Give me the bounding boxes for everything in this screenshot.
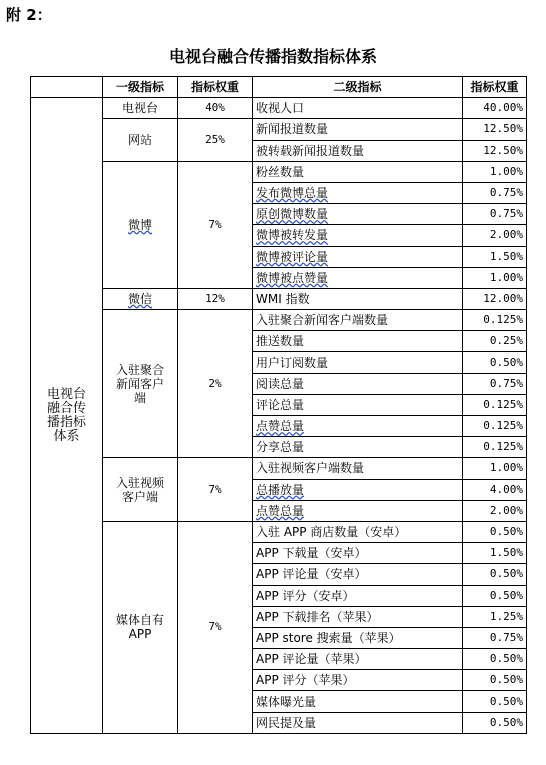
appendix-label: 附 2：	[6, 6, 52, 24]
level1-weight-cell: 2%	[178, 310, 253, 458]
level2-indicator-name: APP 评分（安卓）	[256, 588, 355, 603]
level2-indicator-name: 点赞总量	[256, 503, 305, 518]
system-name-cell: 电视台融合传播指标体系	[31, 98, 103, 734]
level2-indicator-name: 评论总量	[256, 397, 305, 412]
level2-weight-cell: 0.125%	[463, 416, 527, 437]
level2-indicator-cell	[253, 246, 463, 267]
level2-indicator-name: 入驻 APP 商店数量（安卓）	[256, 525, 407, 540]
level2-indicator-name: 推送数量	[256, 334, 305, 349]
level1-indicator-name: 微博	[127, 217, 152, 232]
level2-indicator-name: 分享总量	[256, 440, 305, 455]
document-title: 电视台融合传播指数指标体系	[168, 47, 377, 66]
level2-weight-cell: 0.125%	[463, 310, 527, 331]
table-row	[31, 288, 527, 309]
level2-indicator-cell	[253, 310, 463, 331]
level1-indicator-name: 入驻视频客户端	[115, 475, 164, 504]
level2-weight-cell: 2.00%	[463, 225, 527, 246]
level2-indicator-cell	[253, 458, 463, 479]
level2-indicator-name: 阅读总量	[256, 376, 305, 391]
level2-indicator-name: 新闻报道数量	[256, 122, 329, 137]
level2-indicator-name: APP 评论量（苹果）	[256, 652, 367, 667]
level2-indicator-cell	[253, 606, 463, 627]
level2-weight-cell: 0.50%	[463, 670, 527, 691]
level2-indicator-cell	[253, 267, 463, 288]
level2-indicator-cell	[253, 585, 463, 606]
level2-weight-cell: 12.50%	[463, 119, 527, 140]
level2-indicator-name: APP 下载量（安卓）	[256, 546, 367, 561]
level1-indicator-name: 网站	[127, 133, 152, 148]
header-system-cell	[31, 77, 103, 98]
level2-indicator-cell	[253, 479, 463, 500]
level2-indicator-name: 网民提及量	[256, 715, 317, 730]
level2-indicator-cell	[253, 564, 463, 585]
level2-weight-cell: 1.25%	[463, 606, 527, 627]
level2-indicator-name: APP 评论量（安卓）	[256, 567, 367, 582]
level1-weight-cell: 7%	[178, 458, 253, 522]
header-weight2: 指标权重	[463, 77, 527, 98]
level2-indicator-name: 被转载新闻报道数量	[256, 143, 365, 158]
level2-indicator-name: 粉丝数量	[256, 164, 305, 179]
level2-indicator-name: 总播放量	[256, 482, 305, 497]
level2-indicator-cell	[253, 288, 463, 309]
level2-weight-cell: 0.25%	[463, 331, 527, 352]
level2-weight-cell: 0.50%	[463, 585, 527, 606]
level2-indicator-cell	[253, 691, 463, 712]
level2-weight-cell: 0.50%	[463, 521, 527, 542]
table-row	[31, 98, 527, 119]
level2-indicator-name: APP 评分（苹果）	[256, 673, 355, 688]
level1-indicator-cell	[103, 458, 178, 522]
level2-indicator-name: 入驻聚合新闻客户端数量	[256, 313, 389, 328]
level2-indicator-cell	[253, 161, 463, 182]
level2-weight-cell: 0.75%	[463, 373, 527, 394]
table-row	[31, 161, 527, 182]
level2-indicator-cell	[253, 521, 463, 542]
level2-weight-cell: 0.125%	[463, 437, 527, 458]
table-row	[31, 310, 527, 331]
level2-weight-cell: 4.00%	[463, 479, 527, 500]
level1-indicator-cell	[103, 161, 178, 288]
level2-weight-cell: 1.50%	[463, 543, 527, 564]
level2-indicator-name: 微博被点赞量	[256, 270, 329, 285]
level2-indicator-cell	[253, 352, 463, 373]
level2-weight-cell: 0.50%	[463, 352, 527, 373]
level1-indicator-name: 微信	[127, 291, 152, 306]
level2-indicator-name: 用户订阅数量	[256, 355, 329, 370]
level2-indicator-name: 发布微博总量	[256, 186, 329, 201]
level2-indicator-cell	[253, 182, 463, 203]
level2-indicator-cell	[253, 416, 463, 437]
level1-indicator-cell	[103, 98, 178, 119]
level1-indicator-cell	[103, 310, 178, 458]
level2-indicator-cell	[253, 649, 463, 670]
table-row	[31, 458, 527, 479]
level2-indicator-name: 点赞总量	[256, 419, 305, 434]
level2-weight-cell: 0.125%	[463, 394, 527, 415]
header-level1: 一级指标	[103, 77, 178, 98]
header-level2: 二级指标	[253, 77, 463, 98]
level1-indicator-cell	[103, 521, 178, 733]
level2-indicator-name: 微博被评论量	[256, 249, 329, 264]
level1-indicator-name: 媒体自有APP	[115, 613, 164, 642]
table-row	[31, 119, 527, 140]
level1-weight-cell: 7%	[178, 161, 253, 288]
level2-weight-cell: 2.00%	[463, 500, 527, 521]
level2-indicator-name: 原创微博数量	[256, 207, 329, 222]
level2-indicator-cell	[253, 543, 463, 564]
level1-indicator-cell	[103, 119, 178, 161]
level2-indicator-cell	[253, 394, 463, 415]
level1-weight-cell: 7%	[178, 521, 253, 733]
indicator-table	[30, 76, 527, 734]
header-row	[31, 77, 527, 98]
table-row	[31, 521, 527, 542]
level2-indicator-cell	[253, 437, 463, 458]
level2-weight-cell: 40.00%	[463, 98, 527, 119]
level2-indicator-cell	[253, 119, 463, 140]
level1-indicator-name: 电视台	[121, 101, 158, 116]
level2-indicator-cell	[253, 98, 463, 119]
level2-indicator-cell	[253, 373, 463, 394]
level2-weight-cell: 0.50%	[463, 712, 527, 733]
level1-indicator-name: 入驻聚合新闻客户端	[115, 362, 164, 405]
level1-weight-cell: 25%	[178, 119, 253, 161]
level2-weight-cell: 0.50%	[463, 691, 527, 712]
level2-weight-cell: 1.50%	[463, 246, 527, 267]
level2-weight-cell: 0.75%	[463, 627, 527, 648]
level2-weight-cell: 0.75%	[463, 182, 527, 203]
level2-indicator-cell	[253, 204, 463, 225]
level1-weight-cell: 12%	[178, 288, 253, 309]
level2-indicator-name: APP store 搜索量（苹果）	[256, 630, 401, 645]
level2-weight-cell: 0.50%	[463, 564, 527, 585]
level2-weight-cell: 1.00%	[463, 161, 527, 182]
level2-weight-cell: 1.00%	[463, 267, 527, 288]
level2-indicator-name: 收视人口	[256, 101, 305, 116]
level2-indicator-name: 微博被转发量	[256, 228, 329, 243]
level2-indicator-cell	[253, 225, 463, 246]
level2-weight-cell: 12.50%	[463, 140, 527, 161]
level2-indicator-cell	[253, 627, 463, 648]
level2-indicator-cell	[253, 712, 463, 733]
level2-indicator-cell	[253, 140, 463, 161]
level2-indicator-cell	[253, 331, 463, 352]
level2-indicator-cell	[253, 500, 463, 521]
level1-indicator-cell	[103, 288, 178, 309]
level2-weight-cell: 0.50%	[463, 649, 527, 670]
level2-indicator-name: 入驻视频客户端数量	[256, 461, 365, 476]
header-weight1: 指标权重	[178, 77, 253, 98]
level2-weight-cell: 12.00%	[463, 288, 527, 309]
level2-weight-cell: 0.75%	[463, 204, 527, 225]
level2-indicator-cell	[253, 670, 463, 691]
level1-weight-cell: 40%	[178, 98, 253, 119]
level2-weight-cell: 1.00%	[463, 458, 527, 479]
level2-indicator-name: WMI 指数	[256, 291, 310, 306]
level2-indicator-name: APP 下载排名（苹果）	[256, 609, 379, 624]
level2-indicator-name: 媒体曝光量	[256, 694, 317, 709]
